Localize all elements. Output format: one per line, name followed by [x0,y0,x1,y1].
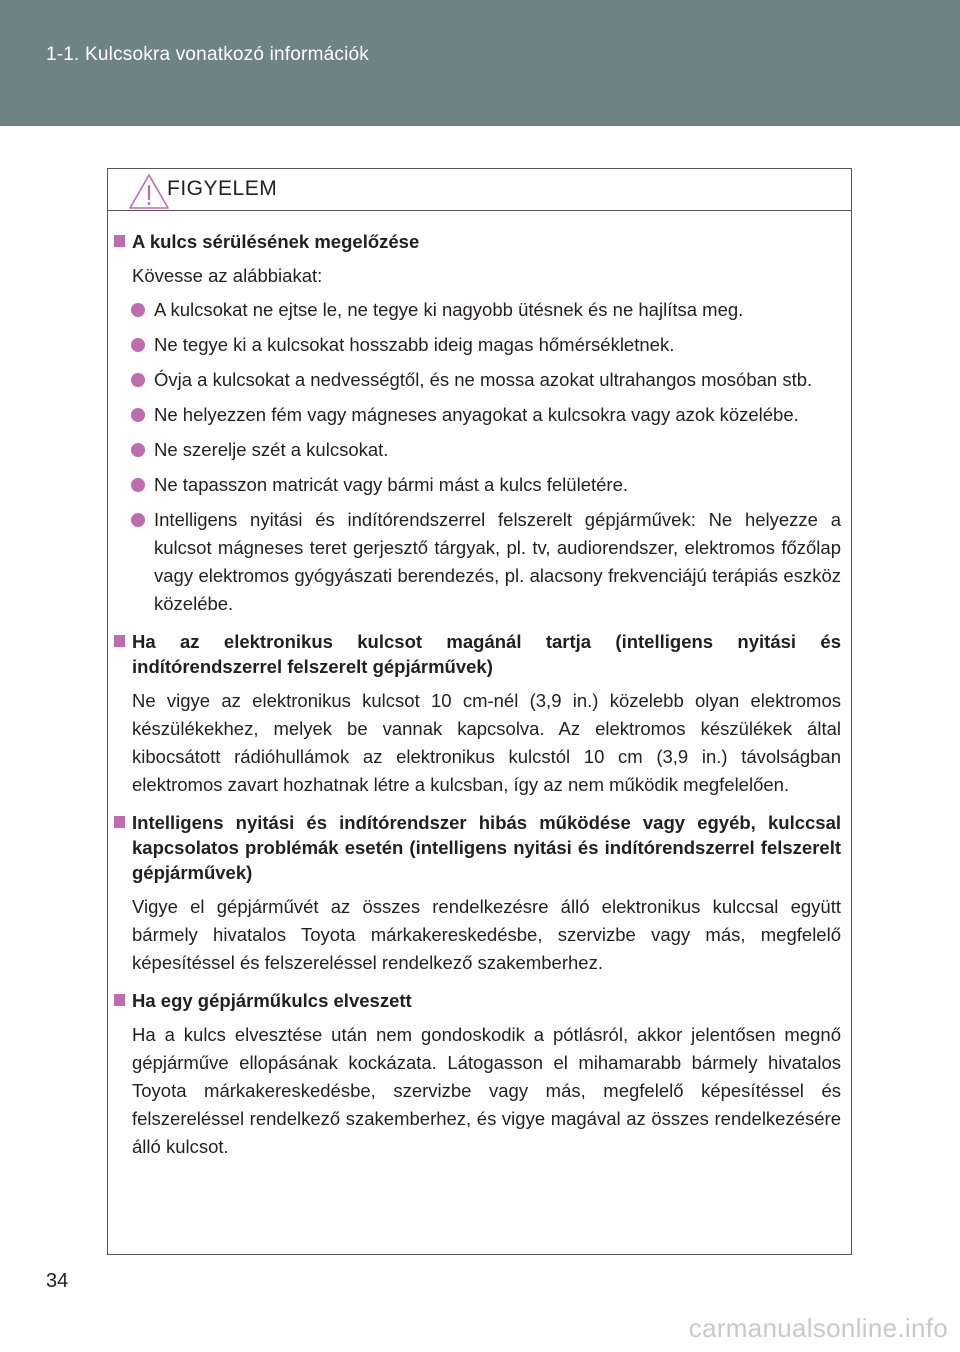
bullet-text: Ne helyezzen fém vagy mágneses anyagokat a kulcsokra vagy azok közelébe. [154,404,799,425]
section-malfunction [114,810,841,977]
warning-triangle-icon [128,173,170,210]
bullet-dot-icon [131,513,145,527]
section-square-icon [114,816,125,828]
bullet-dot-icon [131,303,145,317]
bullet-item [114,506,841,618]
section-title-carrying-key [114,629,841,679]
header-band [0,0,960,126]
bullet-item [114,401,841,429]
section-heading: Ha az elektronikus kulcsot magánál tartja (intelligens nyitási és indítórendszerrel felszerelt gépjárművek) [132,631,841,677]
section-body: Ne vigye az elektronikus kulcsot 10 cm-nél (3,9 in.) közelebb olyan elektromos készülékekhez, melyek be vannak kapcsolva. Az elektromos készülékek által kibocsátott rádióhullámok az elektronikus kulcstól 10 cm (3,9 in.) távolságban elektromos zavart hozhatnak létre a kulcsban, így az nem működik megfelelően. [132,690,841,795]
bullet-text: Ne tegye ki a kulcsokat hosszabb ideig magas hőmérsékletnek. [154,334,675,355]
section-square-icon [114,635,125,647]
bullet-item [114,471,841,499]
section-heading: Intelligens nyitási és indítórendszer hibás működése vagy egyéb, kulccsal kapcsolatos problémák esetén (intelligens nyitási és indítórendszerrel felszerelt gépjárművek) [132,812,841,883]
section-heading: Ha egy gépjárműkulcs elveszett [132,990,412,1011]
bullet-text: Óvja a kulcsokat a nedvességtől, és ne mossa azokat ultrahangos mosóban stb. [154,369,813,390]
section-heading: A kulcs sérülésének megelőzése [132,231,420,252]
bullet-text: Intelligens nyitási és indítórendszerrel felszerelt gépjárművek: Ne helyezze a kulcsot mágneses teret gerjesztő tárgyak, pl. tv, audiorendszer, elektromos főzőlap vagy elektromos gyógyászati berendezés, pl. alacsony frekvenciájú terápiás eszköz közelébe. [154,509,841,614]
section-intro: Kövesse az alábbiakat: [132,265,323,286]
watermark: carmanualsonline.info [688,1313,948,1343]
bullet-text: Ne szerelje szét a kulcsokat. [154,439,389,460]
page-number: 34 [46,1270,69,1292]
section-title: 1-1. Kulcsokra vonatkozó információk [46,44,369,65]
section-lost-key [114,988,841,1161]
bullet-item [114,366,841,394]
bullet-dot-icon [131,373,145,387]
bullet-text: A kulcsokat ne ejtse le, ne tegye ki nagyobb ütésnek és ne hajlítsa meg. [154,299,744,320]
bullet-item [114,296,841,324]
section-key-damage [114,229,841,618]
section-body: Vigye el gépjárművét az összes rendelkezésre álló elektronikus kulccsal együtt bármely hivatalos Toyota márkakereskedésbe, szervizbe vagy más, megfelelő képesítéssel és felszereléssel rendelkező szakemberhez. [132,896,841,973]
section-carrying-key [114,629,841,799]
caution-header [108,169,851,211]
section-square-icon [114,235,125,247]
bullet-dot-icon [131,443,145,457]
bullet-item [114,436,841,464]
section-title-lost-key [114,988,841,1013]
section-title-malfunction [114,810,841,885]
bullet-dot-icon [131,338,145,352]
section-title-key-damage [114,229,841,254]
caution-title: FIGYELEM [167,177,278,200]
section-body: Ha a kulcs elvesztése után nem gondoskodik a pótlásról, akkor jelentősen megnő gépjárműve ellopásának kockázata. Látogasson el mihamarabb bármely hivatalos Toyota márkakereskedésbe, szervizbe vagy más, megfelelő képesítéssel és felszereléssel rendelkező szakemberhez, és vigye magával az összes rendelkezésére álló kulcsot. [132,1024,841,1157]
section-square-icon [114,994,125,1006]
bullet-item [114,331,841,359]
bullet-dot-icon [131,478,145,492]
caution-body [108,211,851,1161]
caution-box [107,168,852,1255]
bullet-text: Ne tapasszon matricát vagy bármi mást a kulcs felületére. [154,474,628,495]
bullet-dot-icon [131,408,145,422]
